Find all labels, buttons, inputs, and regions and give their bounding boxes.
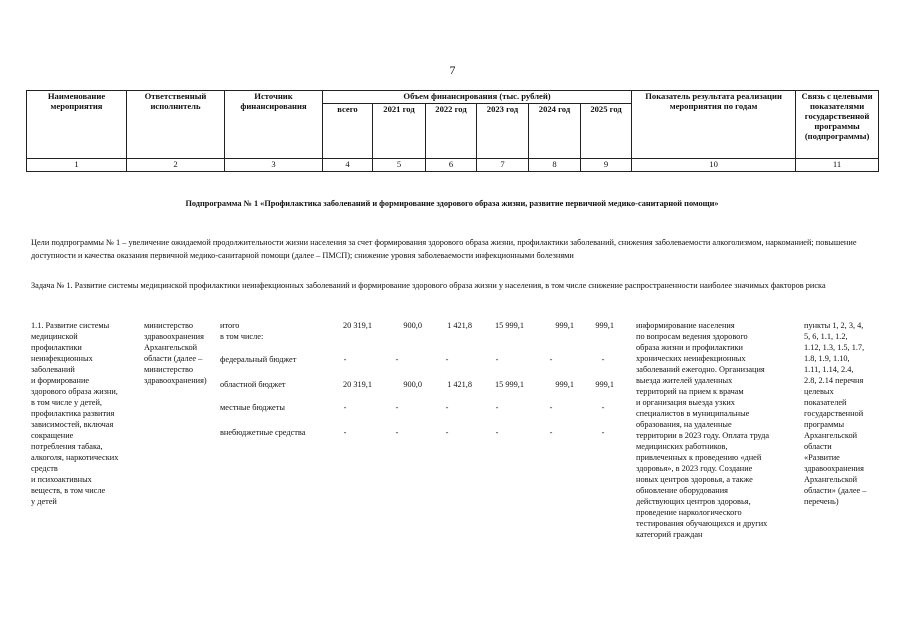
funding-2023-value: - [495, 403, 499, 412]
column-number: 5 [373, 158, 426, 171]
funding-2022-value: 1 421,8 [447, 321, 472, 330]
column-number: 3 [225, 158, 323, 171]
funding-2024-value: - [549, 355, 553, 364]
subprogram-goals: Цели подпрограммы № 1 – увеличение ожидаемой продолжительности жизни населения за счет формирования здорового образа жизни, профилактики заболеваний, снижения заболеваемости алкоголизмом, наркоманией; повышение доступности и качества оказания первичной медико-санитарной помощи (далее – ПМСП); снижение уровня заболеваемости инфекционными болезнями [31, 238, 857, 260]
activity-link-indicators: пункты 1, 2, 3, 4, 5, 6, 1.1, 1.2, 1.12, 1.3, 1.5, 1.7, 1.8, 1.9, 1.10, 1.11, 1.14, 2.4, 2.8, 2.14 перечня целевых показателей государственной программы Архангельской области «Развитие здравоохранения Архангельской области» (далее – перечень) [804, 321, 867, 506]
funding-2024-value: 999,1 [555, 380, 574, 389]
funding-source-total: итого в том числе: [220, 321, 264, 341]
column-number: 8 [529, 158, 581, 171]
funding-2021-value: 900,0 [403, 321, 422, 330]
funding-2024-value: - [549, 403, 553, 412]
column-number: 1 [27, 158, 127, 171]
header-year-2021: 2021 год [373, 103, 426, 158]
funding-source-federal: федеральный бюджет [220, 355, 297, 364]
header-link-indicators: Связь с целевыми показателями государственной программы (подпрограммы) [796, 91, 879, 159]
column-number: 10 [632, 158, 796, 171]
column-number: 2 [127, 158, 225, 171]
header-funding-source: Источник финансирования [225, 91, 323, 159]
funding-source-regional: областной бюджет [220, 380, 286, 389]
funding-2024-value: 999,1 [555, 321, 574, 330]
funding-2024-value: - [549, 428, 553, 437]
funding-total-value: - [343, 403, 347, 412]
header-result-indicator: Показатель результата реализации мероприятия по годам [632, 91, 796, 159]
subprogram-title: Подпрограмма № 1 «Профилактика заболеваний и формирование здорового образа жизни, развитие первичной медико-санитарной помощи» [185, 199, 719, 208]
task-description: Задача № 1. Развитие системы медицинской профилактики неинфекционных заболеваний и формирование здорового образа жизни у населения, в том числе снижение распространенности наиболее значимых факторов риска [31, 281, 826, 290]
header-table [26, 90, 879, 172]
header-year-2025: 2025 год [581, 103, 632, 158]
funding-2025-value: - [601, 355, 605, 364]
funding-2023-value: 15 999,1 [494, 321, 524, 330]
funding-source-local: местные бюджеты [220, 403, 285, 412]
funding-2025-value: - [601, 403, 605, 412]
header-funding-volume: Объем финансирования (тыс. рублей) [323, 91, 632, 104]
header-year-2022: 2022 год [426, 103, 477, 158]
header-executor: Ответственный исполнитель [127, 91, 225, 159]
column-number: 9 [581, 158, 632, 171]
funding-2021-value: - [395, 403, 399, 412]
activity-name: 1.1. Развитие системы медицинской профилактики неинфекционных заболеваний и формирование здорового образа жизни, в том числе у детей, профилактика развития зависимостей, включая сокращение потребления табака, алкоголя, наркотических средств и психоактивных веществ, в том числе у детей [31, 321, 119, 506]
activity-executor: министерство здравоохранения Архангельской области (далее – министерство здравоохранения) [144, 321, 207, 385]
funding-total-value: 20 319,1 [342, 380, 372, 389]
funding-2025-value: 999,1 [595, 380, 614, 389]
funding-2022-value: - [445, 355, 449, 364]
activity-result-indicator: информирование населения по вопросам ведения здорового образа жизни и профилактики хронических неинфекционных заболеваний ежегодно. Организация выезда жителей удаленных территорий на прием к врачам и организация выезда узких специалистов в муниципальные образования, на удаленные территории в 2023 году. Оплата труда медицинских работников, привлеченных к проведению «дней здоровья», в 2023 году. Создание новых центров здоровья, а также обновление оборудования действующих центров здоровья, проведение наркологического тестирования обучающихся и других категорий граждан [636, 321, 770, 539]
header-year-2023: 2023 год [477, 103, 529, 158]
header-activity-name: Наименование мероприятия [27, 91, 127, 159]
funding-2021-value: 900,0 [403, 380, 422, 389]
funding-total-value: 20 319,1 [342, 321, 372, 330]
funding-2022-value: - [445, 403, 449, 412]
funding-total-value: - [343, 355, 347, 364]
page-number: 7 [449, 63, 456, 77]
header-total: всего [323, 103, 373, 158]
column-number: 7 [477, 158, 529, 171]
column-number: 6 [426, 158, 477, 171]
funding-2023-value: 15 999,1 [494, 380, 524, 389]
funding-2022-value: 1 421,8 [447, 380, 472, 389]
funding-source-extrabudgetary: внебюджетные средства [220, 428, 306, 437]
funding-2023-value: - [495, 355, 499, 364]
column-number: 4 [323, 158, 373, 171]
funding-2022-value: - [445, 428, 449, 437]
funding-2023-value: - [495, 428, 499, 437]
funding-2021-value: - [395, 428, 399, 437]
column-number: 11 [796, 158, 879, 171]
funding-2021-value: - [395, 355, 399, 364]
funding-2025-value: - [601, 428, 605, 437]
funding-total-value: - [343, 428, 347, 437]
funding-2025-value: 999,1 [595, 321, 614, 330]
header-year-2024: 2024 год [529, 103, 581, 158]
